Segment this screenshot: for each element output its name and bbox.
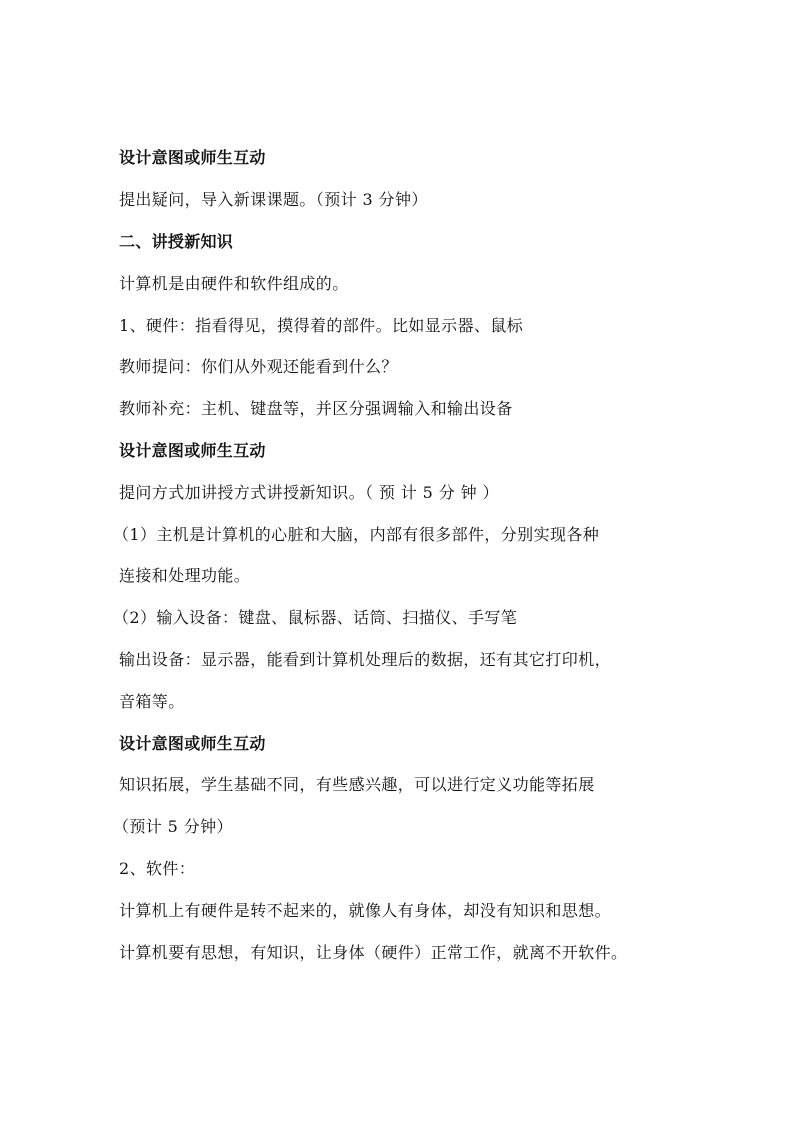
- paragraph-line: 提问方式加讲授方式讲授新知识。（ 预 计 5 分 钟 ）: [119, 483, 499, 502]
- section-heading-design-intent: 设计意图或师生互动: [119, 441, 266, 460]
- paragraph-line: 音箱等。: [119, 692, 185, 711]
- paragraph-line: （预计 5 分钟）: [113, 817, 233, 836]
- paragraph-line: 知识拓展，学生基础不同，有些感兴趣，可以进行定义功能等拓展: [119, 775, 595, 794]
- paragraph-line: 教师提问：你们从外观还能看到什么？: [119, 357, 398, 376]
- paragraph-line: 计算机要有思想，有知识，让身体（硬件）正常工作，就离不开软件。: [119, 943, 628, 962]
- paragraph-line: 教师补充：主机、键盘等，并区分强调输入和输出设备: [119, 399, 513, 418]
- paragraph-line: 计算机是由硬件和软件组成的。: [119, 274, 349, 293]
- paragraph-line: （1）主机是计算机的心脏和大脑，内部有很多部件，分别实现各种: [113, 525, 600, 544]
- paragraph-line: 计算机上有硬件是转不起来的，就像人有身体，却没有知识和思想。: [119, 901, 612, 920]
- section-heading-design-intent: 设计意图或师生互动: [119, 734, 266, 753]
- section-heading-new-knowledge: 二、讲授新知识: [119, 232, 234, 251]
- paragraph-line: 2、软件：: [119, 859, 196, 878]
- paragraph-line: 输出设备：显示器，能看到计算机处理后的数据，还有其它打印机，: [119, 650, 612, 669]
- section-heading-design-intent: 设计意图或师生互动: [119, 148, 266, 167]
- paragraph-line: （2）输入设备：键盘、鼠标器、话筒、扫描仪、手写笔: [113, 608, 518, 627]
- paragraph-line: 1、硬件：指看得见，摸得着的部件。比如显示器、鼠标: [119, 316, 524, 335]
- paragraph-line: 连接和处理功能。: [119, 566, 251, 585]
- paragraph-line: 提出疑问，导入新课课题。（预计 3 分钟）: [119, 190, 428, 209]
